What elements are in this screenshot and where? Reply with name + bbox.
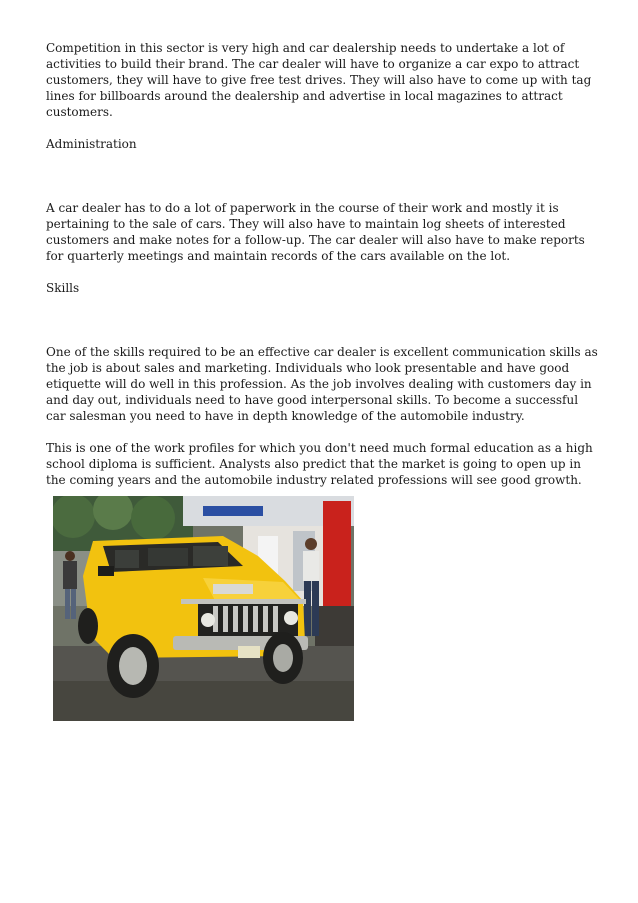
document-body (46, 40, 598, 488)
car-photo (53, 496, 354, 721)
paragraph-education: This is one of the work profiles for which you don't need much formal education as a high school diploma is sufficient. Analysts also predict that the market is going to open up in the coming years and the automobile industry related professions will see good growth. (46, 441, 593, 487)
heading-administration: Administration (46, 137, 137, 151)
paragraph-competition: Competition in this sector is very high and car dealership needs to undertake a lot of activities to build their brand. The car dealer will have to organize a car expo to attract customers, they will have to give free test drives. They will also have to come up with tag lines for billboards around the dealership and advertise in local magazines to attract customers. (46, 41, 592, 119)
paragraph-skills: One of the skills required to be an effective car dealer is excellent communication skills as the job is about sales and marketing. Individuals who look presentable and have good etiquette will do well in this profession. As the job involves dealing with customers day in and day out, individuals need to have good interpersonal skills. To become a successful car salesman you need to have in depth knowledge of the automobile industry. (46, 345, 598, 423)
heading-skills: Skills (46, 281, 80, 295)
yellow-suv-image (53, 496, 354, 721)
paragraph-paperwork: A car dealer has to do a lot of paperwork in the course of their work and mostly it is pertaining to the sale of cars. They will also have to maintain log sheets of interested customers and make notes for a follow-up. The car dealer will also have to make reports for quarterly meetings and maintain records of the cars available on the lot. (46, 201, 585, 263)
